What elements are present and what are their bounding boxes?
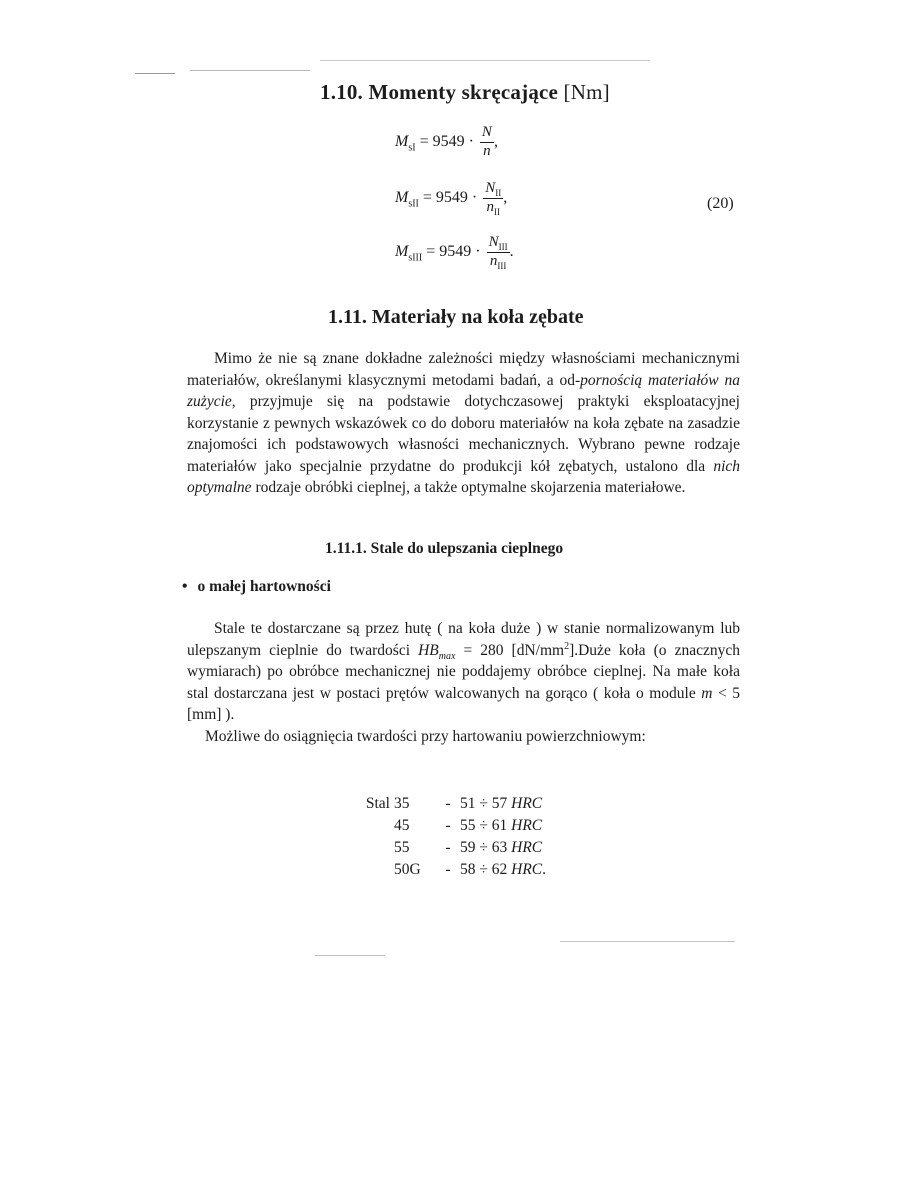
section-unit: [Nm] — [563, 80, 610, 104]
table-row: 50G - 58 ÷ 62 HRC. — [394, 861, 547, 878]
section-heading-1-11: 1.11. Materiały na koła zębate — [328, 306, 584, 328]
paragraph-steels: Stale te dostarczane są przez hutę ( na koła duże ) w stanie normalizowanym lub ulepszanym cieplnie do twardości $HB_{max} = 280$ $[dN/mm^2].Duże$ koła (o znacznych wymiarach) po obróbce mechanicznej nie poddajemy obróbce cieplnej. Na małe koła stal dostarczana jest w postaci prętów walcowanych na gorąco ( koła o module m < 5 [mm] ). Możliwe do osiągnięcia twardości przy hartowaniu powierzchniowym: — [187, 618, 740, 747]
bullet-item: • o małej hartowności — [182, 578, 331, 595]
bullet-icon: • — [182, 578, 188, 595]
formula-msiii: $M_{sIII} = 9549$ · $\frac{N_{III}}{n_{III}}$ . — [395, 234, 514, 271]
section-heading-1-10 — [320, 80, 610, 105]
formula-msi: $M_{sI} = 9549$ · $\frac{N}{n}$ , — [395, 124, 498, 159]
formula-msii: $M_{sII} = 9549$ · $\frac{N_{II}}{n_{II}}$ , — [395, 180, 508, 217]
fraction: $\frac{N_{II}}{n_{II}}$ — [485, 180, 502, 217]
table-row: 55 - 59 ÷ 63 HRC — [394, 839, 543, 856]
paragraph-materials: Mimo że nie są znane dokładne zależności między własnościami mechanicznymi materiałów, określanymi klasycznymi metodami badań, a od-pornością materiałów na zużycie, przyjmuje się na podstawie dotychczasowej praktyki eksploatacyjnej korzystanie z pewnych wskazówek co do doboru materiałów na koła zębate na zasadzie znajomości ich podstawowych własności mechanicznych. Wybrano pewne rodzaje materiałów jako specjalnie przydatne do produkcji kół zębatych, ustalono dla nich optymalne rodzaje obróbki cieplnej, a także optymalne skojarzenia materiałowe. — [187, 350, 740, 496]
fraction: $\frac{N}{n}$ — [481, 124, 492, 159]
scan-artifact-line — [315, 955, 385, 956]
section-title: 1.10. Momenty skręcające — [320, 80, 559, 104]
paragraph-hardness-intro: Możliwe do osiągnięcia twardości przy hartowaniu powierzchniowym: — [205, 727, 646, 745]
scan-artifact-line — [560, 941, 735, 942]
subsection-heading-1-11-1: 1.11.1. Stale do ulepszania cieplnego — [325, 540, 564, 557]
scan-artifact-line — [320, 60, 650, 61]
scan-artifact-line — [190, 70, 310, 71]
hardness-table — [350, 793, 546, 881]
scan-artifact-line — [135, 73, 175, 74]
fraction: $\frac{N_{III}}{n_{III}}$ — [488, 234, 508, 271]
equation-number: (20) — [707, 195, 734, 212]
table-row: Stal 35 - 51 ÷ 57 HRC — [365, 795, 543, 812]
table-row: 45 - 55 ÷ 61 HRC — [394, 817, 543, 834]
